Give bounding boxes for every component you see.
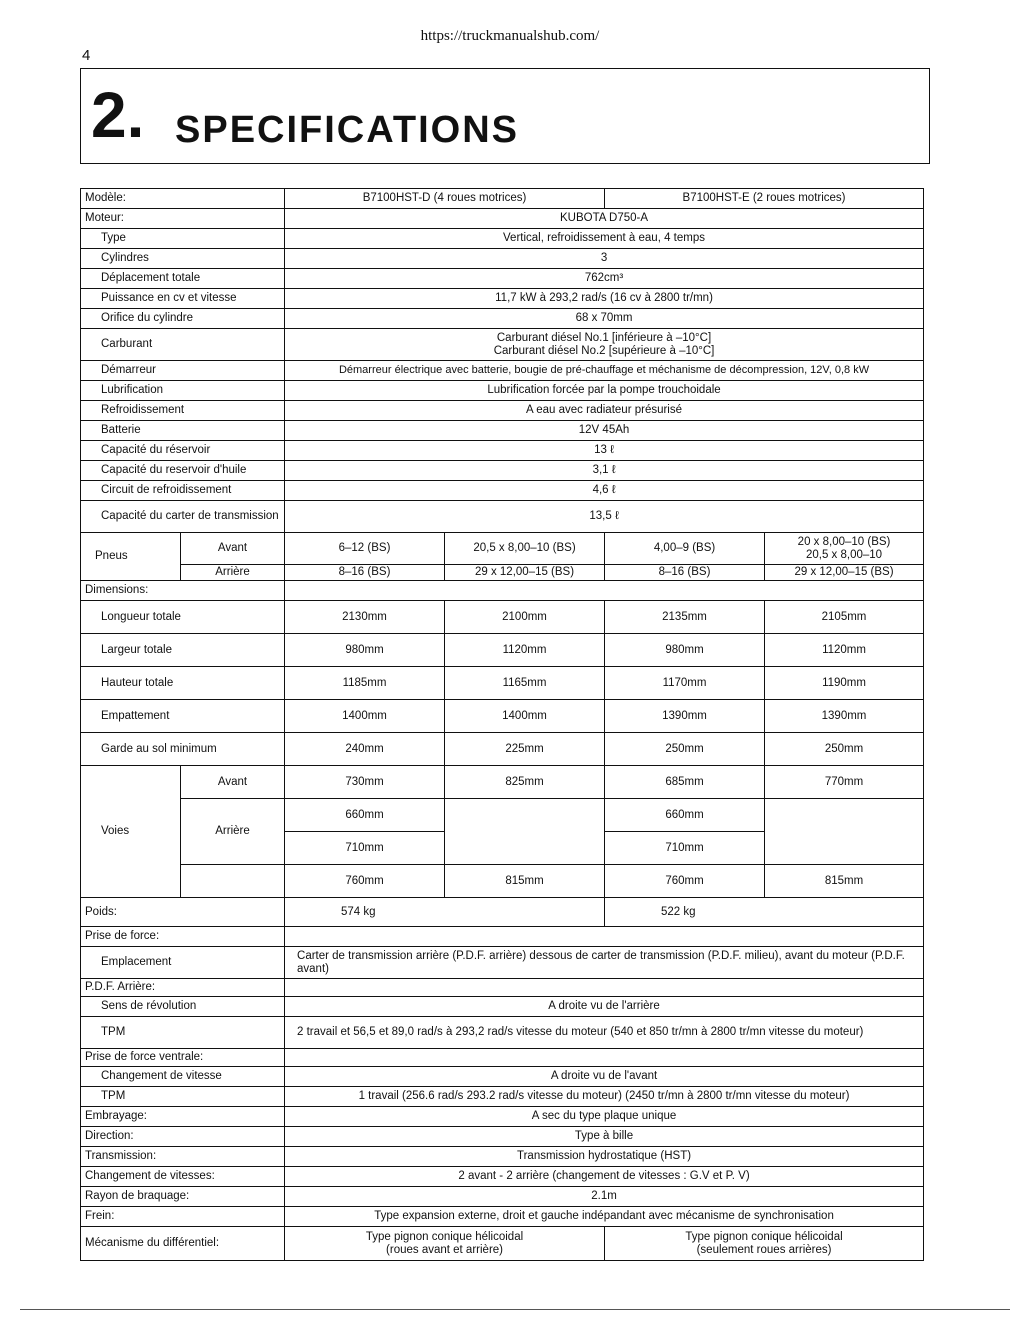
voies-ar3-2: 815mm <box>445 865 605 898</box>
voies-av-4: 770mm <box>765 766 924 799</box>
voies-ar3-3: 760mm <box>605 865 765 898</box>
diff-d-line-1: Type pignon conique hélicoidal <box>365 1230 524 1243</box>
pneus-ar-2: 29 x 12,00–15 (BS) <box>445 565 605 581</box>
section-title: SPECIFICATIONS <box>175 109 519 151</box>
label-ventrale: Prise de force ventrale: <box>81 1049 285 1067</box>
label-largeur: Largeur totale <box>81 634 285 667</box>
label-vitesses: Changement de vitesses: <box>81 1167 285 1187</box>
table-row <box>81 381 924 401</box>
voies-av-3: 685mm <box>605 766 765 799</box>
largeur-4: 1120mm <box>765 634 924 667</box>
value-orifice: 68 x 70mm <box>285 309 924 329</box>
label-reservoir: Capacité du réservoir <box>81 441 285 461</box>
specifications-table <box>80 188 924 1261</box>
value-deplacement: 762cm³ <box>285 269 924 289</box>
garde-1: 240mm <box>285 733 445 766</box>
value-emplacement: Carter de transmission arrière (P.D.F. arrière) dessous de carter de transmission (P.D.F. milieu), avant du moteur (P.D.F. avant) <box>285 947 924 979</box>
model-d: B7100HST-D (4 roues motrices) <box>285 189 605 209</box>
source-url[interactable]: https://truckmanualshub.com/ <box>420 28 600 44</box>
label-transmission: Transmission: <box>81 1147 285 1167</box>
page-number: 4 <box>82 47 91 64</box>
value-huile: 3,1 ℓ <box>285 461 924 481</box>
largeur-1: 980mm <box>285 634 445 667</box>
table-row <box>81 634 924 667</box>
voies-ar3-1: 760mm <box>285 865 445 898</box>
voies-av-1: 730mm <box>285 766 445 799</box>
table-row <box>81 581 924 601</box>
table-row <box>81 979 924 997</box>
diff-e-line-1: Type pignon conique hélicoidal <box>685 1230 843 1243</box>
value-carter: 13,5 ℓ <box>285 501 924 533</box>
garde-2: 225mm <box>445 733 605 766</box>
label-moteur: Moteur: <box>81 209 285 229</box>
empattement-1: 1400mm <box>285 700 445 733</box>
label-pneus-arriere: Arrière <box>181 565 285 581</box>
label-longueur: Longueur totale <box>81 601 285 634</box>
table-row <box>81 421 924 441</box>
value-type: Vertical, refroidissement à eau, 4 temps <box>285 229 924 249</box>
value-moteur: KUBOTA D750-A <box>285 209 924 229</box>
table-row <box>81 189 924 209</box>
longueur-4: 2105mm <box>765 601 924 634</box>
value-diff-e <box>605 1227 924 1261</box>
table-row <box>81 461 924 481</box>
poids-d: 574 kg <box>285 898 605 927</box>
value-demarreur: Démarreur électrique avec batterie, bougie de pré-chauffage et méchanisme de décompression, 12V, 0,8 kW <box>285 361 924 381</box>
label-emplacement: Emplacement <box>81 947 285 979</box>
table-row <box>81 361 924 381</box>
garde-4: 250mm <box>765 733 924 766</box>
voies-ar2-1: 710mm <box>285 832 445 865</box>
largeur-2: 1120mm <box>445 634 605 667</box>
hauteur-3: 1170mm <box>605 667 765 700</box>
label-carter: Capacité du carter de transmission <box>81 501 285 533</box>
value-diff-d <box>285 1227 605 1261</box>
label-direction: Direction: <box>81 1127 285 1147</box>
label-voies-arriere: Arrière <box>181 799 285 865</box>
empattement-3: 1390mm <box>605 700 765 733</box>
pneus-av-4 <box>765 533 924 565</box>
label-circuit: Circuit de refroidissement <box>81 481 285 501</box>
label-empattement: Empattement <box>81 700 285 733</box>
longueur-2: 2100mm <box>445 601 605 634</box>
pneus-ar-3: 8–16 (BS) <box>605 565 765 581</box>
table-row <box>81 401 924 421</box>
value-vitesses: 2 avant - 2 arrière (changement de vitesses : G.V et P. V) <box>285 1167 924 1187</box>
carburant-line-2: Carburant diésel No.2 [supérieure à –10°C] <box>493 344 715 357</box>
label-tpm: TPM <box>81 1017 285 1049</box>
model-e: B7100HST-E (2 roues motrices) <box>605 189 924 209</box>
garde-3: 250mm <box>605 733 765 766</box>
voies-ar3-4: 815mm <box>765 865 924 898</box>
table-row <box>81 1167 924 1187</box>
section-header <box>80 68 930 164</box>
table-row <box>81 1107 924 1127</box>
table-row <box>81 289 924 309</box>
empty-cell <box>285 979 924 997</box>
empty-cell <box>285 927 924 947</box>
label-sens: Sens de révolution <box>81 997 285 1017</box>
table-row <box>81 601 924 634</box>
table-row <box>81 441 924 461</box>
pneus-av-4-line-1: 20 x 8,00–10 (BS) <box>797 535 891 548</box>
value-circuit: 4,6 ℓ <box>285 481 924 501</box>
table-row <box>81 1067 924 1087</box>
label-tpm2: TPM <box>81 1087 285 1107</box>
table-row <box>81 1187 924 1207</box>
value-puissance: 11,7 kW à 293,2 rad/s (16 cv à 2800 tr/mn) <box>285 289 924 309</box>
label-pdf: Prise de force: <box>81 927 285 947</box>
hauteur-2: 1165mm <box>445 667 605 700</box>
value-batterie: 12V 45Ah <box>285 421 924 441</box>
value-tpm2: 1 travail (256.6 rad/s 293.2 rad/s vitesse du moteur) (2450 tr/mn à 2800 tr/mn vitesse du moteur) <box>285 1087 924 1107</box>
hauteur-4: 1190mm <box>765 667 924 700</box>
label-poids: Poids: <box>81 898 285 927</box>
label-carburant: Carburant <box>81 329 285 361</box>
empty-cell <box>445 799 605 865</box>
table-row <box>81 700 924 733</box>
table-row <box>81 533 924 565</box>
table-row <box>81 269 924 289</box>
label-voies: Voies <box>81 766 181 898</box>
table-row <box>81 309 924 329</box>
value-frein: Type expansion externe, droit et gauche indépandant avec mécanisme de synchronisation <box>285 1207 924 1227</box>
table-row <box>81 766 924 799</box>
value-lubrification: Lubrification forcée par la pompe trouchoidale <box>285 381 924 401</box>
label-type: Type <box>81 229 285 249</box>
table-row <box>81 565 924 581</box>
label-deplacement: Déplacement totale <box>81 269 285 289</box>
value-tpm: 2 travail et 56,5 et 89,0 rad/s à 293,2 rad/s vitesse du moteur (540 et 850 tr/mn à 2800 tr/mn vitesse du moteur) <box>285 1017 924 1049</box>
label-refroidissement: Refroidissement <box>81 401 285 421</box>
table-row <box>81 1147 924 1167</box>
pneus-ar-1: 8–16 (BS) <box>285 565 445 581</box>
pneus-av-3: 4,00–9 (BS) <box>605 533 765 565</box>
empattement-2: 1400mm <box>445 700 605 733</box>
table-row <box>81 865 924 898</box>
label-puissance: Puissance en cv et vitesse <box>81 289 285 309</box>
pneus-ar-4: 29 x 12,00–15 (BS) <box>765 565 924 581</box>
voies-ar1-3: 660mm <box>605 799 765 832</box>
voies-av-2: 825mm <box>445 766 605 799</box>
table-row <box>81 209 924 229</box>
pneus-av-4-line-2: 20,5 x 8,00–10 <box>805 548 883 561</box>
table-row <box>81 898 924 927</box>
value-direction: Type à bille <box>285 1127 924 1147</box>
table-row <box>81 249 924 269</box>
table-row <box>81 927 924 947</box>
value-reservoir: 13 ℓ <box>285 441 924 461</box>
table-row <box>81 1207 924 1227</box>
value-changement: A droite vu de l'avant <box>285 1067 924 1087</box>
largeur-3: 980mm <box>605 634 765 667</box>
carburant-line-1: Carburant diésel No.1 [inférieure à –10°C] <box>496 331 712 344</box>
table-row <box>81 799 924 832</box>
pneus-av-2: 20,5 x 8,00–10 (BS) <box>445 533 605 565</box>
longueur-3: 2135mm <box>605 601 765 634</box>
label-orifice: Orifice du cylindre <box>81 309 285 329</box>
table-row <box>81 1017 924 1049</box>
empty-cell <box>765 799 924 865</box>
label-voies-avant: Avant <box>181 766 285 799</box>
table-row <box>81 501 924 533</box>
table-row <box>81 1127 924 1147</box>
voies-ar2-3: 710mm <box>605 832 765 865</box>
label-modele: Modèle: <box>81 189 285 209</box>
table-row <box>81 1087 924 1107</box>
pneus-av-1: 6–12 (BS) <box>285 533 445 565</box>
table-row <box>81 1227 924 1261</box>
label-lubrification: Lubrification <box>81 381 285 401</box>
label-garde: Garde au sol minimum <box>81 733 285 766</box>
label-frein: Frein: <box>81 1207 285 1227</box>
label-differentiel: Mécanisme du différentiel: <box>81 1227 285 1261</box>
voies-ar1-1: 660mm <box>285 799 445 832</box>
table-row <box>81 1049 924 1067</box>
label-huile: Capacité du reservoir d'huile <box>81 461 285 481</box>
table-row <box>81 481 924 501</box>
empattement-4: 1390mm <box>765 700 924 733</box>
label-batterie: Batterie <box>81 421 285 441</box>
section-number: 2. <box>91 79 145 151</box>
hauteur-1: 1185mm <box>285 667 445 700</box>
table-row <box>81 733 924 766</box>
table-row <box>81 947 924 979</box>
label-pdf-arriere: P.D.F. Arrière: <box>81 979 285 997</box>
value-transmission: Transmission hydrostatique (HST) <box>285 1147 924 1167</box>
empty-cell <box>285 581 924 601</box>
label-embrayage: Embrayage: <box>81 1107 285 1127</box>
poids-e: 522 kg <box>605 898 924 927</box>
diff-e-line-2: (seulement roues arrières) <box>696 1243 832 1256</box>
value-refroidissement: A eau avec radiateur présurisé <box>285 401 924 421</box>
table-row <box>81 229 924 249</box>
page-divider <box>20 1309 1010 1310</box>
label-rayon: Rayon de braquage: <box>81 1187 285 1207</box>
label-changement: Changement de vitesse <box>81 1067 285 1087</box>
value-carburant <box>285 329 924 361</box>
table-row <box>81 329 924 361</box>
label-pneus: Pneus <box>81 533 181 581</box>
empty-cell <box>181 865 285 898</box>
label-dimensions: Dimensions: <box>81 581 285 601</box>
value-embrayage: A sec du type plaque unique <box>285 1107 924 1127</box>
value-sens: A droite vu de l'arrière <box>285 997 924 1017</box>
value-cylindres: 3 <box>285 249 924 269</box>
diff-d-line-2: (roues avant et arrière) <box>386 1243 503 1256</box>
label-hauteur: Hauteur totale <box>81 667 285 700</box>
label-cylindres: Cylindres <box>81 249 285 269</box>
value-rayon: 2.1m <box>285 1187 924 1207</box>
table-row <box>81 667 924 700</box>
label-demarreur: Démarreur <box>81 361 285 381</box>
table-row <box>81 997 924 1017</box>
label-pneus-avant: Avant <box>181 533 285 565</box>
longueur-1: 2130mm <box>285 601 445 634</box>
empty-cell <box>285 1049 924 1067</box>
